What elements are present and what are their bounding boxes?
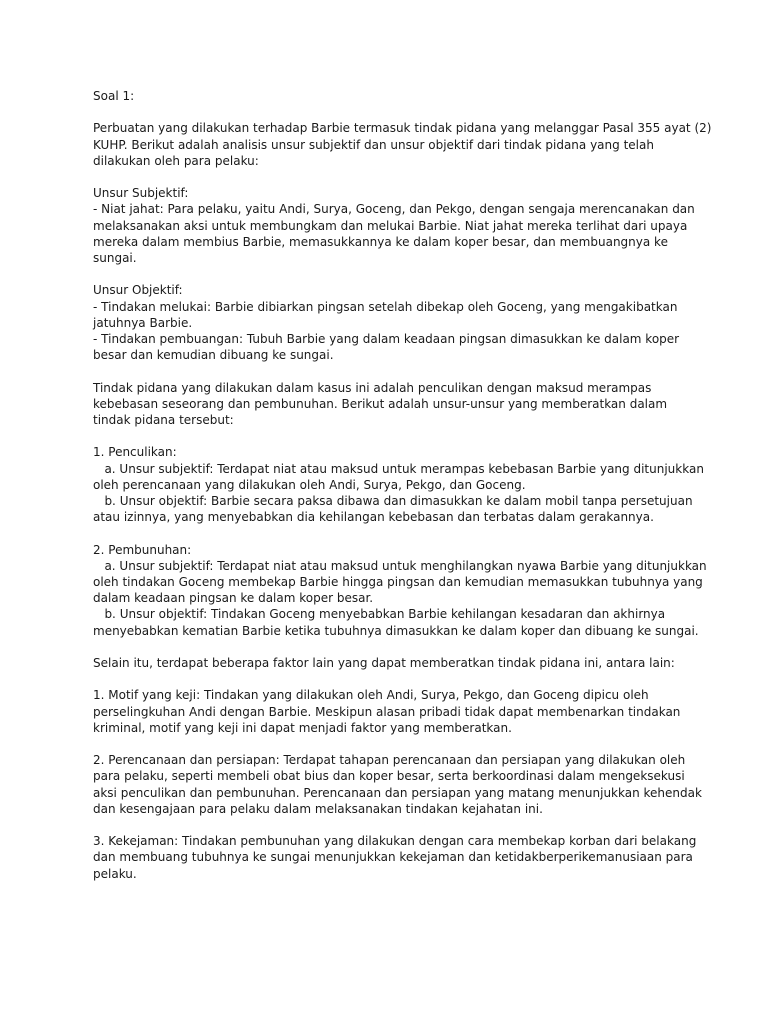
paragraph — [93, 833, 697, 882]
text-line: menyebabkan kematian Barbie ketika tubuhnya dimasukkan ke dalam koper dan dibuang ke sungai. — [93, 623, 699, 638]
text-line: - Tindakan melukai: Barbie dibiarkan pingsan setelah dibekap oleh Goceng, yang mengakibatkan — [93, 299, 678, 314]
text-line: - Tindakan pembuangan: Tubuh Barbie yang dalam keadaan pingsan dimasukkan ke dalam koper — [93, 332, 680, 346]
text-line: dalam keadaan pingsan ke dalam koper besar. — [93, 591, 374, 606]
text-line: melaksanakan aksi untuk membungkam dan melukai Barbie. Niat jahat mereka terlihat dari upaya — [93, 218, 688, 233]
text-line: jatuhnya Barbie. — [93, 315, 193, 330]
text-line: Selain itu, terdapat beberapa faktor lain yang dapat memberatkan tindak pidana ini, antara lain: — [93, 656, 675, 670]
text-line: perselingkuhan Andi dengan Barbie. Meskipun alasan pribadi tidak dapat membenarkan tindakan — [93, 704, 681, 719]
paragraph — [93, 444, 704, 525]
text-line: 1. Penculikan: — [93, 445, 177, 460]
text-line: 3. Kekejaman: Tindakan pembunuhan yang dilakukan dengan cara membekap korban dari belakang — [93, 834, 697, 849]
text-line: Unsur Objektif: — [93, 283, 183, 298]
paragraph — [93, 542, 707, 639]
paragraph — [93, 120, 712, 169]
text-line: para pelaku, seperti membeli obat bius dan koper besar, serta berkoordinasi dalam mengeksekusi — [93, 769, 685, 784]
document-body — [93, 88, 712, 898]
text-line: b. Unsur objektif: Barbie secara paksa dibawa dan dimasukkan ke dalam mobil tanpa persetujuan — [93, 494, 693, 508]
text-line: - Niat jahat: Para pelaku, yaitu Andi, Surya, Goceng, dan Pekgo, dengan sengaja merencanakan dan — [93, 202, 695, 217]
text-line: 2. Pembunuhan: — [93, 542, 192, 557]
text-line: 2. Perencanaan dan persiapan: Terdapat tahapan perencanaan dan persiapan yang dilakukan oleh — [93, 753, 686, 768]
text-line: Perbuatan yang dilakukan terhadap Barbie termasuk tindak pidana yang melanggar Pasal 355 ayat (2) — [93, 121, 712, 136]
text-line: 1. Motif yang keji: Tindakan yang dilakukan oleh Andi, Surya, Pekgo, dan Goceng dipicu oleh — [93, 688, 649, 703]
paragraph — [93, 380, 683, 429]
text-line: KUHP. Berikut adalah analisis unsur subjektif dan unsur objektif dari tindak pidana yang telah — [93, 137, 654, 152]
paragraph — [93, 185, 695, 266]
text-line: oleh tindakan Goceng membekap Barbie hingga pingsan dan kemudian memasukkan tubuhnya yang — [93, 575, 703, 589]
text-line: dan membuang tubuhnya ke sungai menunjukkan kekejaman dan ketidakberperikemanusiaan para — [93, 850, 693, 865]
text-line: dan kesengajaan para pelaku dalam melaksanakan tindakan kejahatan ini. — [93, 801, 543, 816]
text-line: a. Unsur subjektif: Terdapat niat atau maksud untuk merampas kebebasan Barbie yang ditunjukkan — [93, 461, 704, 476]
text-line: tindak pidana tersebut: — [93, 413, 234, 427]
text-line: a. Unsur subjektif: Terdapat niat atau maksud untuk menghilangkan nyawa Barbie yang ditunjukkan — [93, 558, 707, 573]
paragraph — [93, 282, 683, 363]
paragraph — [93, 687, 683, 736]
text-line: kebebasan seseorang dan pembunuhan. Berikut adalah unsur-unsur yang memberatkan dalam — [93, 396, 668, 411]
text-line: oleh perencanaan yang dilakukan oleh Andi, Surya, Pekgo, dan Goceng. — [93, 477, 526, 492]
text-line: Unsur Subjektif: — [93, 186, 189, 201]
text-line: kriminal, motif yang keji ini dapat menjadi faktor yang memberatkan. — [93, 720, 512, 735]
paragraph — [93, 752, 702, 817]
text-line: aksi penculikan dan pembunuhan. Perencanaan dan persiapan yang matang menunjukkan kehendak — [93, 785, 702, 800]
text-line: dilakukan oleh para pelaku: — [93, 153, 259, 168]
text-line: Soal 1: — [93, 89, 135, 103]
text-line: mereka dalam membius Barbie, memasukkannya ke dalam koper besar, dan membuangnya ke — [93, 234, 668, 249]
text-line: Tindak pidana yang dilakukan dalam kasus ini adalah penculikan dengan maksud merampas — [93, 380, 652, 395]
text-line: sungai. — [93, 251, 137, 265]
text-line: pelaku. — [93, 866, 137, 881]
paragraph — [93, 655, 683, 671]
text-line: b. Unsur objektif: Tindakan Goceng menyebabkan Barbie kehilangan kesadaran dan akhirnya — [93, 607, 666, 622]
text-line: atau izinnya, yang menyebabkan dia kehilangan kebebasan dan terbatas dalam gerakannya. — [93, 510, 654, 525]
text-line: besar dan kemudian dibuang ke sungai. — [93, 348, 334, 363]
paragraph — [93, 88, 683, 104]
